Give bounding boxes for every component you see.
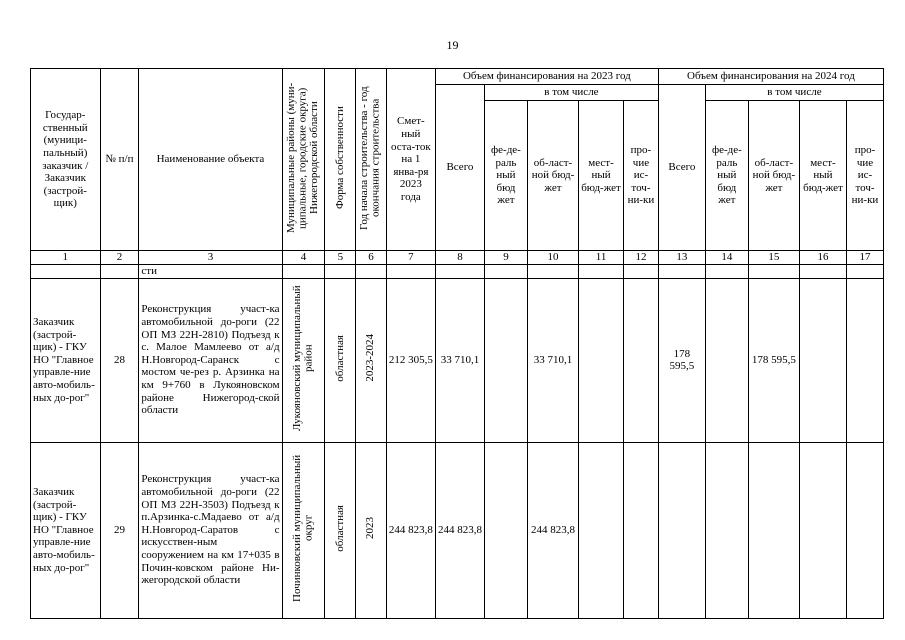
- header-other-2023: про-чие ис-точ-ни-ки: [624, 101, 659, 251]
- col-number: 3: [139, 251, 282, 265]
- col-number: 16: [799, 251, 846, 265]
- local-2023-cell: [579, 278, 624, 442]
- years-cell: 2023-2024: [356, 278, 387, 442]
- empty-cell: [356, 265, 387, 279]
- empty-cell: [846, 265, 883, 279]
- header-fin-2023: Объем финансирования на 2023 год: [435, 69, 658, 85]
- header-name: Наименование объекта: [139, 69, 282, 251]
- header-num: № п/п: [100, 69, 139, 251]
- header-incl-2023: в том числе: [484, 85, 658, 101]
- col-number: 5: [325, 251, 356, 265]
- col-number: 6: [356, 251, 387, 265]
- total-2024-cell: 178 595,5: [658, 278, 705, 442]
- remaining-cell: 212 305,5: [386, 278, 435, 442]
- header-row-1: [31, 69, 884, 85]
- total-2023-cell: 244 823,8: [435, 442, 484, 618]
- empty-cell: [484, 265, 527, 279]
- local-2024-cell: [799, 442, 846, 618]
- empty-cell: [31, 265, 101, 279]
- empty-cell: [325, 265, 356, 279]
- regional-2024-cell: 178 595,5: [748, 278, 799, 442]
- other-2023-cell: [624, 278, 659, 442]
- other-2023-cell: [624, 442, 659, 618]
- financing-table: [30, 68, 884, 619]
- header-customer: Государ-ственный (муници-пальный) заказчик / Заказчик (застрой-щик): [31, 69, 101, 251]
- continuation-row: [31, 265, 884, 279]
- other-2024-cell: [846, 278, 883, 442]
- table-row: [31, 278, 884, 442]
- col-number: 1: [31, 251, 101, 265]
- continuation-text: сти: [139, 265, 282, 279]
- col-number: 4: [282, 251, 325, 265]
- col-number: 10: [527, 251, 578, 265]
- empty-cell: [658, 265, 705, 279]
- ownership-cell: областная: [325, 442, 356, 618]
- ownership-cell: областная: [325, 278, 356, 442]
- col-number: 14: [705, 251, 748, 265]
- federal-2023-cell: [484, 442, 527, 618]
- other-2024-cell: [846, 442, 883, 618]
- federal-2023-cell: [484, 278, 527, 442]
- customer-cell: Заказчик (застрой-щик) - ГКУ НО "Главное управле-ние авто-мобиль-ных до-рог": [31, 442, 101, 618]
- local-2024-cell: [799, 278, 846, 442]
- header-remaining: Смет-ный оста-ток на 1 янва-ря 2023 года: [386, 69, 435, 251]
- header-district: Муниципальные районы (муни-ципальные, городские округа) Нижегородской области: [282, 69, 325, 251]
- col-number: 8: [435, 251, 484, 265]
- federal-2024-cell: [705, 278, 748, 442]
- col-number: 12: [624, 251, 659, 265]
- remaining-cell: 244 823,8: [386, 442, 435, 618]
- object-name-cell: Реконструкция участ-ка автомобильной до-роги (22 ОП МЗ 22Н-3503) Подъезд к п.Арзинка-с.Мадаево от а/д Н.Новгород-Саратов с искусствен-ным сооружением на км 17+035 в Почин-ковском районе Ни-жегородской области: [139, 442, 282, 618]
- district-cell: Лукояновский муниципальный район: [282, 278, 325, 442]
- empty-cell: [748, 265, 799, 279]
- empty-cell: [579, 265, 624, 279]
- district-cell: Починковский муниципальный округ: [282, 442, 325, 618]
- header-years: Год начала строительства - год окончания строительства: [356, 69, 387, 251]
- header-local-2024: мест-ный бюд-жет: [799, 101, 846, 251]
- header-ownership: Форма собственности: [325, 69, 356, 251]
- header-regional-2023: об-ласт-ной бюд-жет: [527, 101, 578, 251]
- col-number: 7: [386, 251, 435, 265]
- empty-cell: [100, 265, 139, 279]
- empty-cell: [386, 265, 435, 279]
- header-other-2024: про-чие ис-точ-ни-ки: [846, 101, 883, 251]
- regional-2023-cell: 33 710,1: [527, 278, 578, 442]
- header-federal-2024: фе-де-раль ный бюд жет: [705, 101, 748, 251]
- table-row: [31, 442, 884, 618]
- header-fin-2024: Объем финансирования на 2024 год: [658, 69, 883, 85]
- col-number: 9: [484, 251, 527, 265]
- header-federal-2023: фе-де-раль ный бюд жет: [484, 101, 527, 251]
- num-cell: 29: [100, 442, 139, 618]
- header-total-2023: Всего: [435, 85, 484, 251]
- header-regional-2024: об-ласт-ной бюд-жет: [748, 101, 799, 251]
- empty-cell: [705, 265, 748, 279]
- regional-2023-cell: 244 823,8: [527, 442, 578, 618]
- object-name-cell: Реконструкция участ-ка автомобильной до-роги (22 ОП МЗ 22Н-2810) Подъезд к с. Малое Мамлеево от а/д Н.Новгород-Саранск с мостом че-рез р. Арзинка на км 9+760 в Лукояновском районе Нижегород-ской области: [139, 278, 282, 442]
- regional-2024-cell: [748, 442, 799, 618]
- empty-cell: [527, 265, 578, 279]
- empty-cell: [435, 265, 484, 279]
- total-2024-cell: [658, 442, 705, 618]
- customer-cell: Заказчик (застрой-щик) - ГКУ НО "Главное управле-ние авто-мобиль-ных до-рог": [31, 278, 101, 442]
- empty-cell: [799, 265, 846, 279]
- years-cell: 2023: [356, 442, 387, 618]
- col-number: 17: [846, 251, 883, 265]
- col-number: 13: [658, 251, 705, 265]
- empty-cell: [282, 265, 325, 279]
- empty-cell: [624, 265, 659, 279]
- header-total-2024: Всего: [658, 85, 705, 251]
- header-incl-2024: в том числе: [705, 85, 883, 101]
- page-number: 19: [446, 38, 459, 52]
- col-number: 2: [100, 251, 139, 265]
- federal-2024-cell: [705, 442, 748, 618]
- header-local-2023: мест-ный бюд-жет: [579, 101, 624, 251]
- col-number: 15: [748, 251, 799, 265]
- num-cell: 28: [100, 278, 139, 442]
- local-2023-cell: [579, 442, 624, 618]
- total-2023-cell: 33 710,1: [435, 278, 484, 442]
- col-number: 11: [579, 251, 624, 265]
- column-numbers-row: [31, 251, 884, 265]
